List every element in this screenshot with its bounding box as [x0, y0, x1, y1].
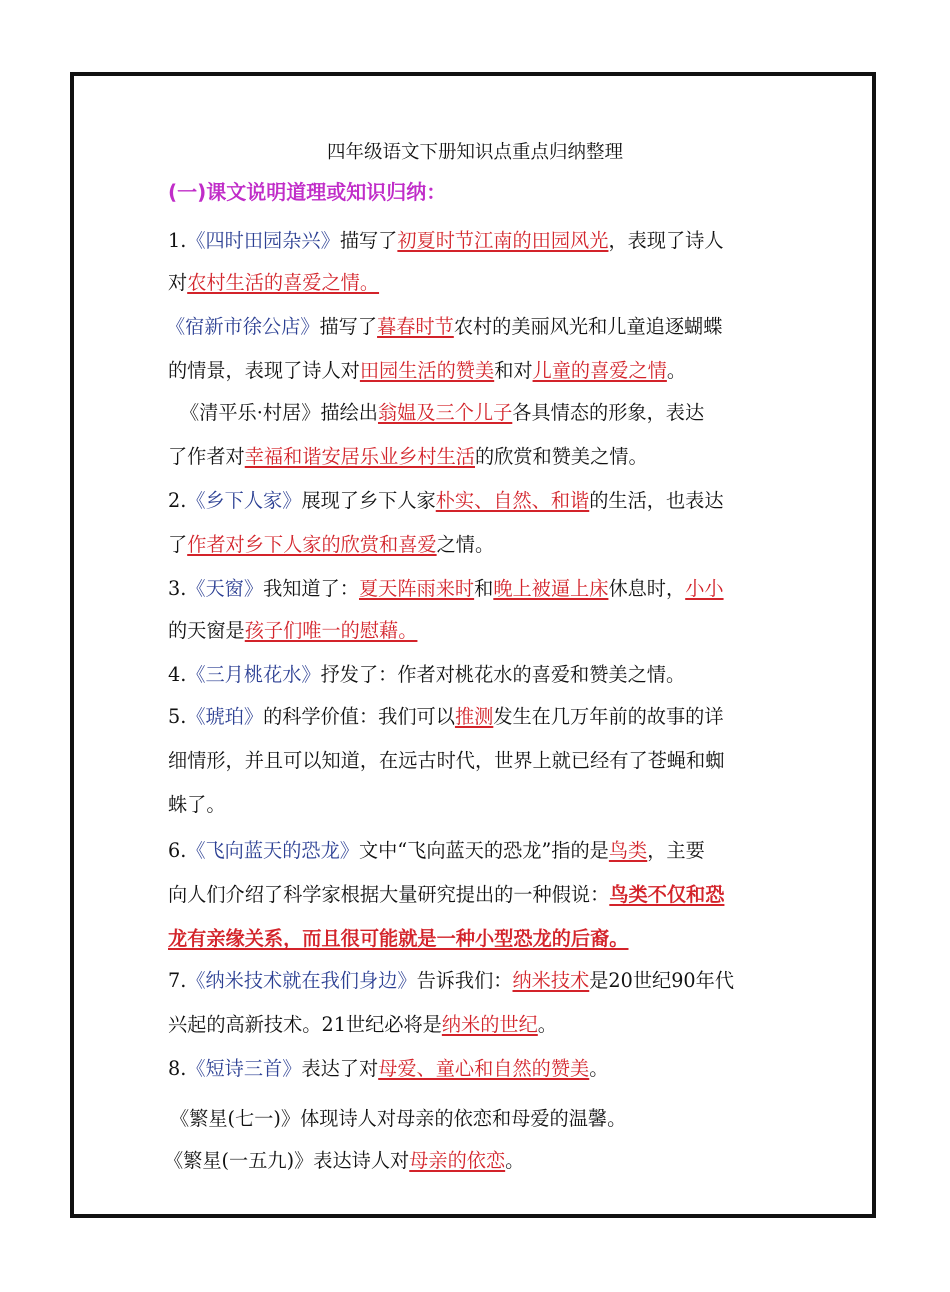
highlighted-phrase: 纳米的世纪	[441, 1013, 538, 1036]
text-segment: 描写了	[319, 315, 378, 338]
lesson-title: 《短诗三首》	[186, 1057, 302, 1080]
text-line	[168, 966, 734, 996]
text-segment: 和对	[494, 359, 533, 382]
text-line	[168, 486, 724, 516]
text-line	[168, 442, 648, 472]
text-segment: 向人们介绍了科学家根据大量研究提出的一种假说：	[168, 883, 610, 906]
text-segment: 2.	[168, 489, 187, 512]
highlighted-phrase: 推测	[454, 705, 494, 728]
highlighted-phrase: 朴实、自然、和谐	[435, 489, 590, 512]
text-segment: 各具情态的形象，表达	[512, 401, 705, 424]
text-segment: 描写了	[339, 229, 398, 252]
lesson-title: 《三月桃花水》	[186, 663, 321, 686]
highlighted-phrase: 纳米技术	[512, 969, 590, 992]
highlighted-phrase: 作者对乡下人家的欣赏和喜爱	[187, 533, 437, 556]
text-segment: 《繁星(七一)》体现诗人对母亲的依恋和母爱的温馨。	[170, 1107, 627, 1130]
text-segment: 发生在几万年前的故事的详	[493, 705, 724, 728]
text-segment: 了	[168, 533, 188, 556]
text-segment: 7.	[168, 969, 187, 992]
text-segment: ，主要	[647, 839, 705, 862]
text-segment: 兴起的高新技术。21世纪必将是	[168, 1013, 442, 1036]
text-segment: 休息时，	[608, 577, 686, 600]
text-line	[168, 880, 724, 910]
text-line	[168, 1054, 608, 1084]
text-segment: 1.	[168, 229, 187, 252]
text-line	[168, 836, 705, 866]
text-line	[168, 574, 724, 604]
text-segment: 展现了乡下人家	[301, 489, 436, 512]
lesson-title: 《四时田园杂兴》	[186, 229, 340, 252]
lesson-title: 《琥珀》	[186, 705, 264, 728]
text-segment: 表达了对	[301, 1057, 379, 1080]
text-line	[168, 616, 417, 646]
text-segment: 和	[474, 577, 494, 600]
text-segment: 告诉我们：	[416, 969, 513, 992]
text-segment: 的科学价值：我们可以	[263, 705, 455, 728]
text-segment: 。	[537, 1013, 557, 1036]
text-segment: 《清平乐·村居》描绘出	[180, 401, 378, 424]
text-line	[168, 660, 685, 690]
highlighted-phrase: 鸟类不仅和恐	[609, 883, 725, 906]
text-segment: 对	[168, 271, 188, 294]
highlighted-phrase: 翁媪及三个儿子	[377, 401, 513, 424]
text-segment: 细情形，并且可以知道，在远古时代，世界上就已经有了苍蝇和蜘	[168, 749, 725, 772]
text-line	[168, 1010, 557, 1040]
text-segment: 。	[589, 1057, 609, 1080]
text-line	[180, 398, 704, 428]
text-segment: 是20世纪90年代	[589, 969, 735, 992]
highlighted-phrase: 儿童的喜爱之情	[532, 359, 667, 382]
text-line	[170, 1104, 626, 1134]
text-segment: 5.	[168, 705, 187, 728]
lesson-title: 《纳米技术就在我们身边》	[186, 969, 417, 992]
text-line	[164, 1146, 524, 1176]
text-segment: 农村的美丽风光和儿童追逐蝴蝶	[453, 315, 723, 338]
highlighted-phrase: 夏天阵雨来时	[359, 577, 475, 600]
text-line	[168, 702, 724, 732]
text-line	[168, 356, 686, 386]
text-segment: 的生活，也表达	[589, 489, 724, 512]
text-segment: 我知道了：	[263, 577, 359, 600]
highlighted-phrase: 初夏时节江南的田园风光	[397, 229, 609, 252]
lesson-title: 《乡下人家》	[186, 489, 302, 512]
text-segment: 蛛了。	[168, 793, 226, 816]
highlighted-phrase: 幸福和谐安居乐业乡村生活	[244, 445, 475, 468]
highlighted-phrase: 暮春时节	[377, 315, 454, 338]
highlighted-phrase: 母亲的依恋	[409, 1149, 506, 1172]
text-segment: 的天窗是	[168, 619, 245, 642]
page-title: 四年级语文下册知识点重点归纳整理	[326, 142, 623, 163]
highlighted-phrase: 晚上被逼上床	[493, 577, 609, 600]
text-line	[168, 790, 226, 820]
highlighted-phrase: 小小	[685, 577, 724, 600]
text-segment: 文中“飞向蓝天的恐龙”指的是	[359, 839, 609, 862]
text-line	[168, 746, 724, 776]
highlighted-phrase: 孩子们唯一的慰藉。	[244, 619, 418, 642]
highlighted-phrase: 农村生活的喜爱之情。	[187, 271, 380, 294]
text-segment: 。	[505, 1149, 525, 1172]
text-segment: 4.	[168, 663, 187, 686]
highlighted-phrase: 母爱、童心和自然的赞美	[378, 1057, 590, 1080]
text-segment: 抒发了：作者对桃花水的喜爱和赞美之情。	[320, 663, 686, 686]
lesson-title: 《飞向蓝天的恐龙》	[186, 839, 359, 862]
highlighted-phrase: 龙有亲缘关系，而且很可能就是一种小型恐龙的后裔。	[168, 927, 629, 950]
text-segment: 的情景，表现了诗人对	[168, 359, 360, 382]
highlighted-phrase: 鸟类	[608, 839, 648, 862]
text-line	[168, 268, 379, 298]
text-segment: 8.	[168, 1057, 187, 1080]
text-segment: 《繁星(一五九)》表达诗人对	[164, 1149, 410, 1172]
text-line	[166, 312, 722, 342]
text-segment: ，表现了诗人	[608, 229, 724, 252]
highlighted-phrase: 田园生活的赞美	[359, 359, 495, 382]
text-segment: 3.	[168, 577, 187, 600]
text-line	[168, 924, 629, 954]
lesson-title: 《宿新市徐公店》	[166, 315, 320, 338]
section-heading: (一)课文说明道理或知识归纳：	[168, 180, 447, 204]
text-line	[168, 226, 724, 256]
text-line	[168, 530, 494, 560]
lesson-title: 《天窗》	[186, 577, 264, 600]
text-segment: 的欣赏和赞美之情。	[475, 445, 648, 468]
text-segment: 。	[666, 359, 687, 382]
text-segment: 之情。	[436, 533, 495, 556]
text-segment: 了作者对	[168, 445, 245, 468]
text-segment: 6.	[168, 839, 187, 862]
